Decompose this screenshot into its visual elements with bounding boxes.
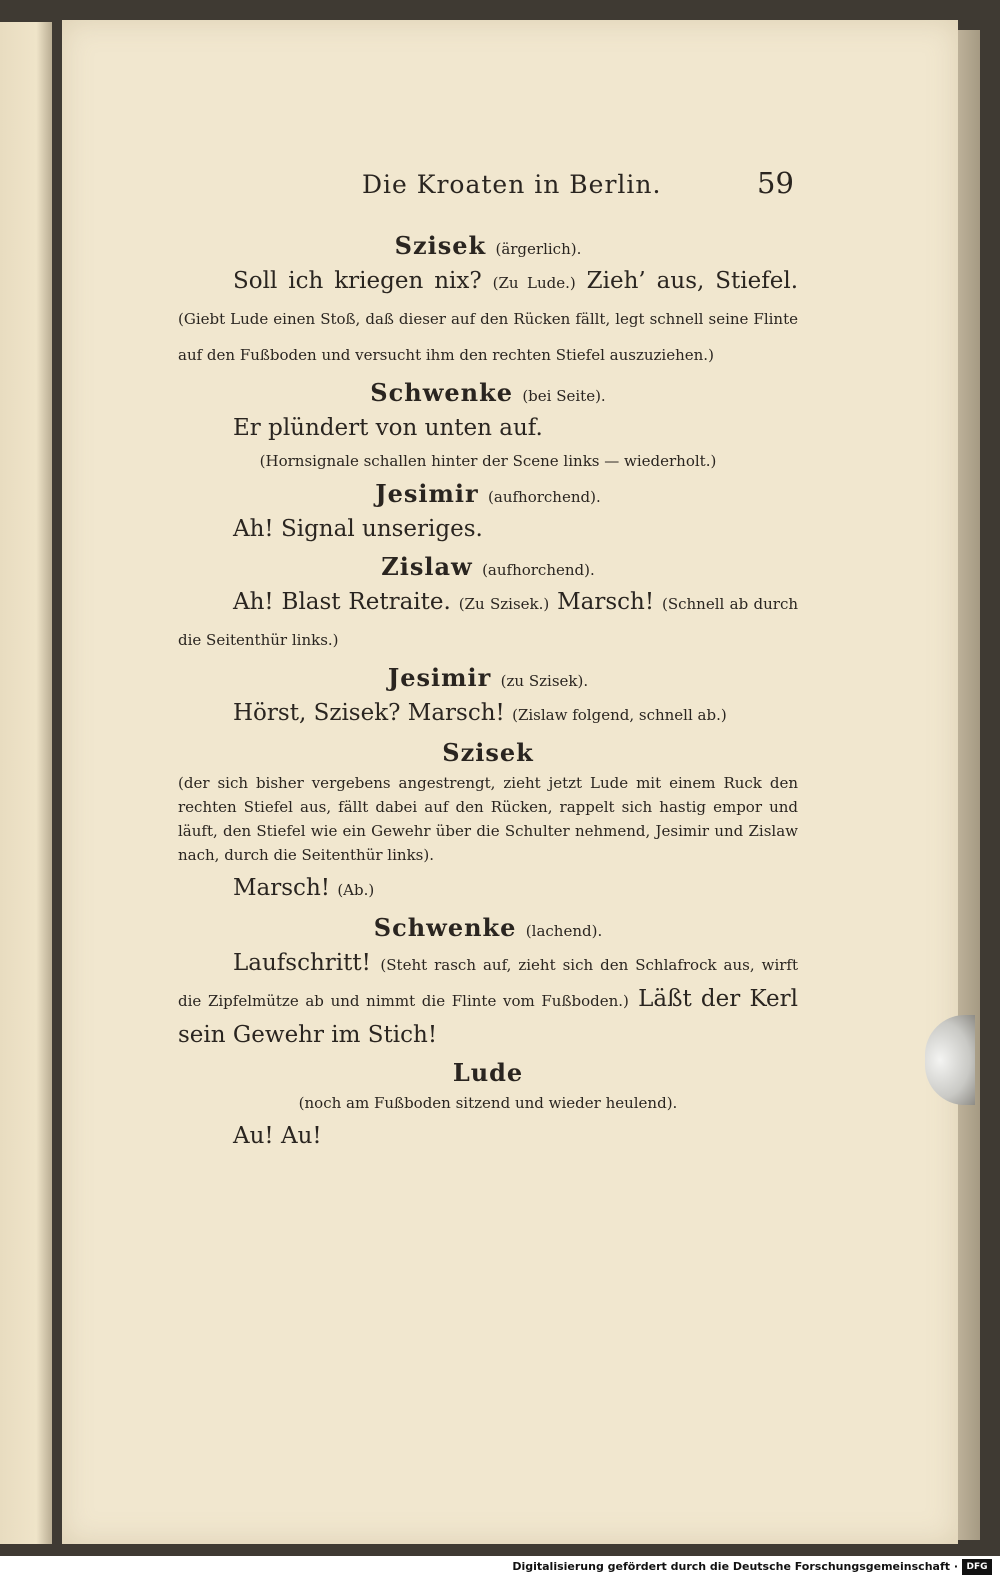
- digitization-footer: [0, 1556, 1000, 1580]
- speech-line: Marsch! (Ab.): [233, 875, 375, 901]
- speech-line: Ah! Blast Retraite. (Zu Szisek.) Marsch! (Schnell ab durch die Seitenthür links.): [178, 589, 799, 649]
- page-body: [178, 225, 798, 1157]
- speech-line: Er plündert von unten auf.: [233, 415, 543, 441]
- speech-line: Hörst, Szisek? Marsch! (Zislaw folgend, schnell ab.): [233, 700, 727, 726]
- funding-credit: Digitalisierung gefördert durch die Deutsche Forschungsgemeinschaft ·: [512, 1560, 958, 1573]
- speaker-heading: Jesimir (aufhorchend).: [375, 479, 601, 508]
- page-number: 59: [757, 166, 794, 200]
- speech-line: Ah! Signal unseriges.: [233, 516, 483, 542]
- speaker-heading: Szisek (ärgerlich).: [394, 231, 582, 260]
- stage-direction: (noch am Fußboden sitzend und wieder heulend).: [298, 1094, 678, 1112]
- page-stack-edge: [958, 30, 980, 1540]
- facing-page-edge: [0, 22, 52, 1544]
- speaker-heading: Szisek: [442, 738, 534, 767]
- speech-line: Soll ich kriegen nix? (Zu Lude.) Zieh’ aus, Stiefel. (Giebt Lude einen Stoß, daß dieser auf den Rücken fällt, legt schnell seine Flinte auf den Fußboden und versucht ihm den rechten Stiefel auszuziehen.): [178, 268, 799, 364]
- speech-line: Au! Au!: [233, 1123, 322, 1149]
- stage-direction: (der sich bisher vergebens angestrengt, zieht jetzt Lude mit einem Ruck den rechten Stiefel aus, fällt dabei auf den Rücken, rappelt sich hastig empor und läuft, den Stiefel wie ein Gewehr über die Schulter nehmend, Jesimir und Zislaw nach, durch die Seitenthür links).: [178, 774, 798, 864]
- speaker-heading: Lude: [452, 1058, 524, 1087]
- speech-line: Laufschritt! (Steht rasch auf, zieht sich den Schlafrock aus, wirft die Zipfelmütze ab und nimmt die Flinte vom Fußboden.) Läßt der Kerl sein Gewehr im Stich!: [178, 950, 798, 1048]
- stage-direction: (Hornsignale schallen hinter der Scene links — wiederholt.): [259, 452, 717, 470]
- speaker-heading: Jesimir (zu Szisek).: [387, 663, 589, 692]
- speaker-heading: Schwenke (bei Seite).: [370, 378, 606, 407]
- dfg-logo: DFG: [962, 1559, 992, 1575]
- speaker-heading: Zislaw (aufhorchend).: [381, 552, 595, 581]
- speaker-heading: Schwenke (lachend).: [373, 913, 603, 942]
- running-title: Die Kroaten in Berlin.: [362, 170, 662, 199]
